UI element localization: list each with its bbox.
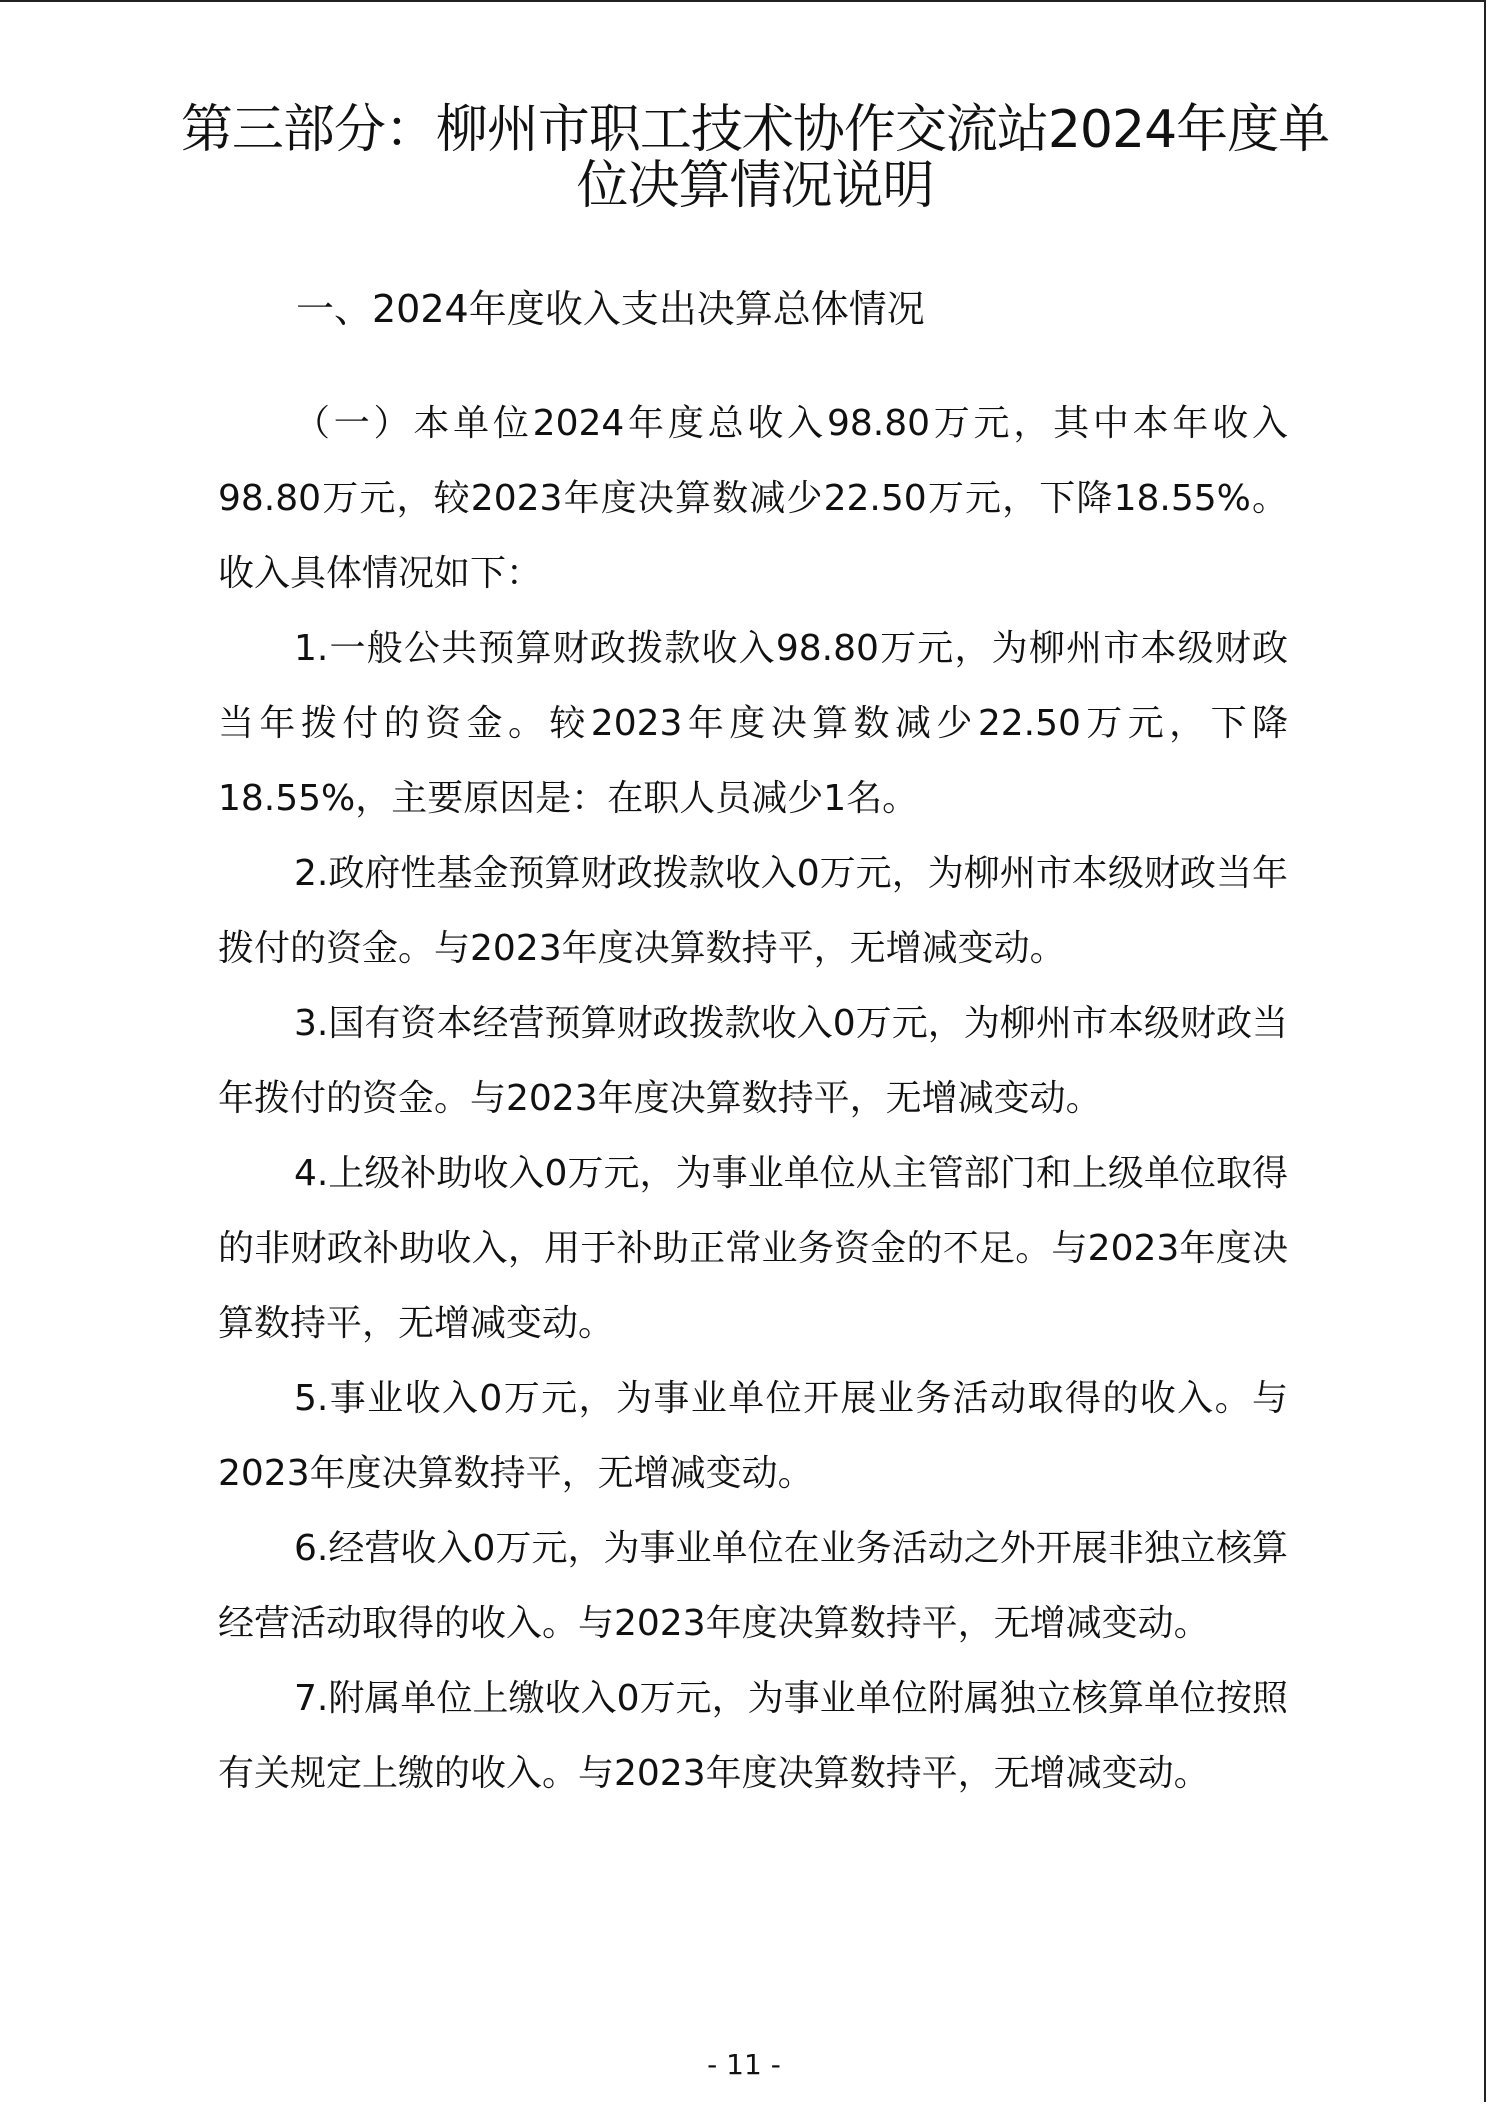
paragraph-total-income: （一）本单位2024年度总收入98.80万元，其中本年收入98.80万元，较2023年度决算数减少22.50万元，下降18.55%。收入具体情况如下： [218,403,1288,594]
paragraph-affiliated-income: 7.附属单位上缴收入0万元，为事业单位附属独立核算单位按照有关规定上缴的收入。与2023年度决算数持平，无增减变动。 [218,1678,1288,1794]
document-body [218,386,1288,1811]
paragraph-state-capital: 3.国有资本经营预算财政拨款收入0万元，为柳州市本级财政当年拨付的资金。与2023年度决算数持平，无增减变动。 [218,1003,1288,1119]
paragraph-business-income: 5.事业收入0万元，为事业单位开展业务活动取得的收入。与2023年度决算数持平，无增减变动。 [218,1378,1288,1494]
section-heading: 一、2024年度收入支出决算总体情况 [296,287,925,331]
page-number: - 11 - [707,2048,781,2081]
paragraph-general-budget: 1.一般公共预算财政拨款收入98.80万元，为柳州市本级财政当年拨付的资金。较2023年度决算数减少22.50万元，下降18.55%，主要原因是：在职人员减少1名。 [218,628,1288,819]
paragraph-operating-income: 6.经营收入0万元，为事业单位在业务活动之外开展非独立核算经营活动取得的收入。与2023年度决算数持平，无增减变动。 [218,1528,1288,1644]
page-title: 第三部分：柳州市职工技术协作交流站2024年度单位决算情况说明 [180,100,1330,216]
paragraph-superior-subsidy: 4.上级补助收入0万元，为事业单位从主管部门和上级单位取得的非财政补助收入，用于补助正常业务资金的不足。与2023年度决算数持平，无增减变动。 [218,1153,1288,1344]
paragraph-government-fund: 2.政府性基金预算财政拨款收入0万元，为柳州市本级财政当年拨付的资金。与2023年度决算数持平，无增减变动。 [218,853,1288,969]
